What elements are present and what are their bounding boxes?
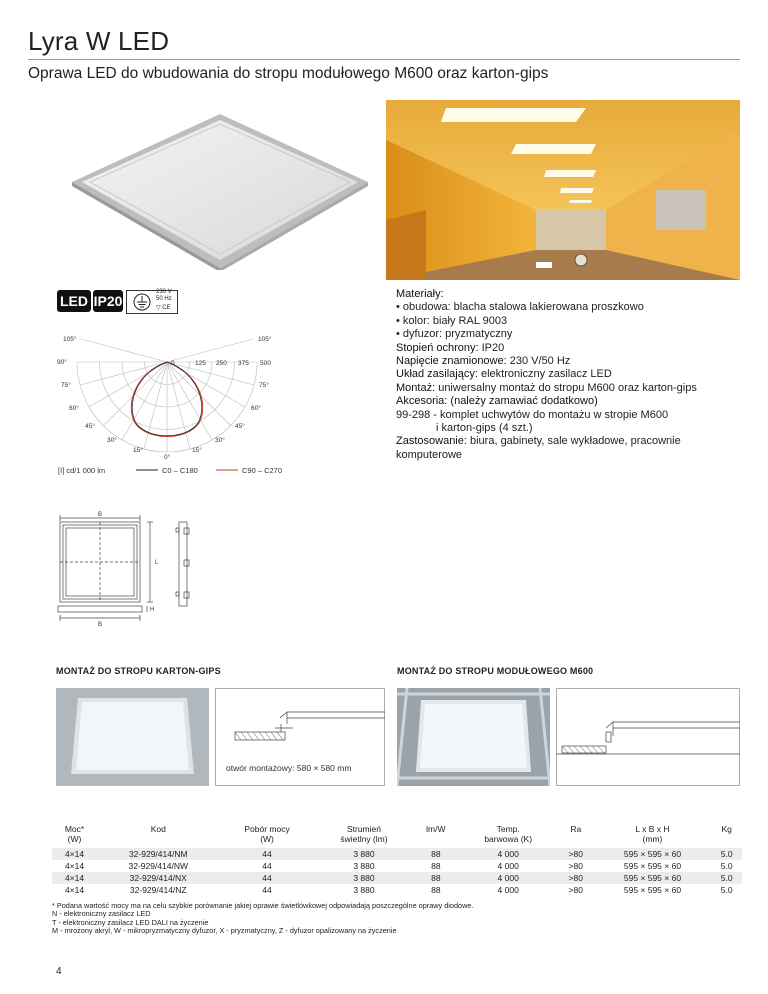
col-strumien: Strumień świetlny (lm)	[340, 824, 388, 844]
angle-45-left: 45°	[85, 423, 95, 430]
materials-label: Materiały:	[396, 288, 444, 300]
accessories-label: Akcesoria: (należy zamawiać dodatkowo)	[396, 395, 598, 408]
interior-photo	[386, 100, 740, 280]
table-row: 4×14 32-929/414/NM 44 3 880 88 4 000 >80 595 × 595 × 60 5.0	[52, 848, 742, 860]
table-row: 4×14 32-929/414/NX 44 3 880 88 4 000 >80 595 × 595 × 60 5.0	[52, 872, 742, 884]
materials-item-3: • dyfuzor: pryzmatyczny	[396, 328, 513, 341]
voltage-spec	[396, 355, 746, 368]
mount-spec	[396, 382, 746, 395]
polar-axis-45r	[167, 362, 231, 426]
angle-15-right: 15°	[192, 447, 202, 454]
product-table	[52, 824, 742, 896]
supply-spec	[396, 368, 746, 381]
table-header-row	[52, 824, 742, 848]
polar-light-distribution	[55, 335, 280, 460]
angle-30-right: 30°	[215, 437, 225, 444]
mounting-opening-size: otwór montażowy: 580 × 580 mm	[226, 763, 352, 773]
use-value: biura, gabinety, sale wykładowe, pracownie	[466, 435, 681, 448]
bottom-view	[58, 606, 142, 612]
mounting-karton-title: MONTAŻ DO STROPU KARTON-GIPS	[56, 666, 221, 676]
footnote-power: * Podana wartość mocy ma na celu szybkie porównanie jakiej oprawie świetlówkowej odpowiadają poszczególne oprawy diodowe.	[52, 901, 474, 910]
voltage-line2: 50 Hz	[156, 296, 172, 302]
mount-label: Montaż:	[396, 381, 436, 394]
ce-mark: ▽ CE	[156, 305, 171, 311]
angle-60-left: 60°	[69, 405, 79, 412]
mounting-m600-title: MONTAŻ DO STROPU MODUŁOWEGO M600	[397, 666, 594, 676]
product-photo	[70, 110, 370, 270]
radial-250: 250	[216, 360, 227, 367]
accessories-line-2: i karton-gips (4 szt.)	[436, 422, 533, 435]
led-badge: LED	[57, 290, 91, 312]
radial-125: 125	[195, 360, 206, 367]
angle-105-right: 105°	[258, 336, 272, 343]
polar-axis-105l	[81, 339, 167, 362]
materials-item-1: • obudowa: blacha stalowa lakierowana proszkowo	[396, 301, 644, 314]
m600-mount-drawing	[556, 688, 740, 786]
polar-axis-105r	[167, 339, 253, 362]
footnote-t: T - elektroniczny zasilacz LED DALI na życzenie	[52, 917, 209, 927]
legend-c0: C0 – C180	[162, 466, 198, 475]
ground-icon	[129, 292, 155, 312]
polar-axis-60r	[167, 362, 245, 407]
col-moc: Moc* (W)	[64, 824, 85, 844]
ip20-badge: IP20	[93, 290, 123, 312]
col-ra: Ra	[570, 824, 582, 834]
footnotes	[52, 902, 473, 936]
col-temp: Temp. barwowa (K)	[484, 824, 533, 844]
side-view	[179, 522, 187, 606]
col-dims: L x B x H (mm)	[635, 824, 670, 844]
use-spec	[396, 435, 746, 448]
specifications	[396, 288, 746, 462]
footnote-diffusers: M - mrożony akryl, W - mikropryzmatyczny dyfuzor, X - pryzmatyczny, Z - dyfuzor opalizowany na życzenie	[52, 926, 397, 936]
angle-105-left: 105°	[63, 336, 77, 343]
ip-label: Stopień ochrony:	[396, 341, 479, 354]
footnote-n: N - elektroniczny zasilacz LED	[52, 909, 151, 919]
angle-75-left: 75°	[61, 382, 71, 389]
col-lmw: lm/W	[426, 824, 446, 834]
angle-15-left: 15°	[133, 447, 143, 454]
col-kod: Kod	[150, 824, 166, 834]
angle-60-right: 60°	[251, 405, 261, 412]
angle-30-left: 30°	[107, 437, 117, 444]
legend-c90: C90 – C270	[242, 466, 283, 475]
mount-value: uniwersalny montaż do stropu M600 oraz karton-gips	[435, 381, 697, 394]
polar-axis-60l	[89, 362, 167, 407]
ip-value: IP20	[478, 341, 505, 354]
accessories-line-1: 99-298 - komplet uchwytów do montażu w stropie M600	[396, 408, 669, 421]
radial-375: 375	[238, 360, 249, 367]
page-title: Lyra W LED	[28, 26, 170, 56]
dimension-drawing	[55, 510, 225, 635]
dim-b-top: B	[98, 512, 103, 518]
use-line-2: komputerowe	[396, 448, 463, 461]
polar-axis-45l	[103, 362, 167, 426]
ip-spec	[396, 342, 746, 355]
dim-l: L	[155, 560, 159, 566]
page-number: 4	[56, 966, 62, 977]
radial-0: 0	[171, 360, 175, 367]
polar-legend	[58, 464, 318, 476]
voltage-label	[156, 289, 172, 303]
angle-45-right: 45°	[235, 423, 245, 430]
title-rule	[28, 59, 740, 60]
voltage-spec-value: 230 V/50 Hz	[506, 355, 571, 368]
supply-value: elektroniczny zasilacz LED	[477, 368, 612, 381]
angle-0: 0°	[164, 454, 171, 460]
page-subtitle: Oprawa LED do wbudowania do stropu modułowego M600 oraz karton-gips	[28, 65, 549, 82]
dim-b-bottom: B	[98, 622, 103, 628]
karton-mount-photo	[56, 688, 209, 786]
col-pobor: Pobór mocy (W)	[244, 824, 290, 844]
voltage-line1: 230 V	[156, 289, 172, 295]
angle-75-right: 75°	[259, 382, 269, 389]
polar-axis-30l	[122, 362, 167, 440]
dim-h: H	[150, 607, 155, 613]
supply-label: Układ zasilający:	[396, 368, 478, 381]
table-row: 4×14 32-929/414/NW 44 3 880 88 4 000 >80 595 × 595 × 60 5.0	[64, 861, 733, 871]
materials-item-2: • kolor: biały RAL 9003	[396, 314, 508, 327]
radial-500: 500	[260, 360, 271, 367]
m600-mount-photo	[397, 688, 550, 786]
col-kg: Kg	[721, 824, 732, 834]
angle-90: 90°	[57, 359, 67, 366]
legend-unit: [I] cd/1 000 lm	[58, 466, 106, 475]
voltage-spec-label: Napięcie znamionowe:	[396, 355, 507, 368]
table-row: 4×14 32-929/414/NZ 44 3 880 88 4 000 >80 595 × 595 × 60 5.0	[64, 885, 733, 895]
polar-axis-75l	[80, 362, 167, 385]
use-label: Zastosowanie:	[396, 435, 467, 448]
polar-axis-30r	[167, 362, 212, 440]
